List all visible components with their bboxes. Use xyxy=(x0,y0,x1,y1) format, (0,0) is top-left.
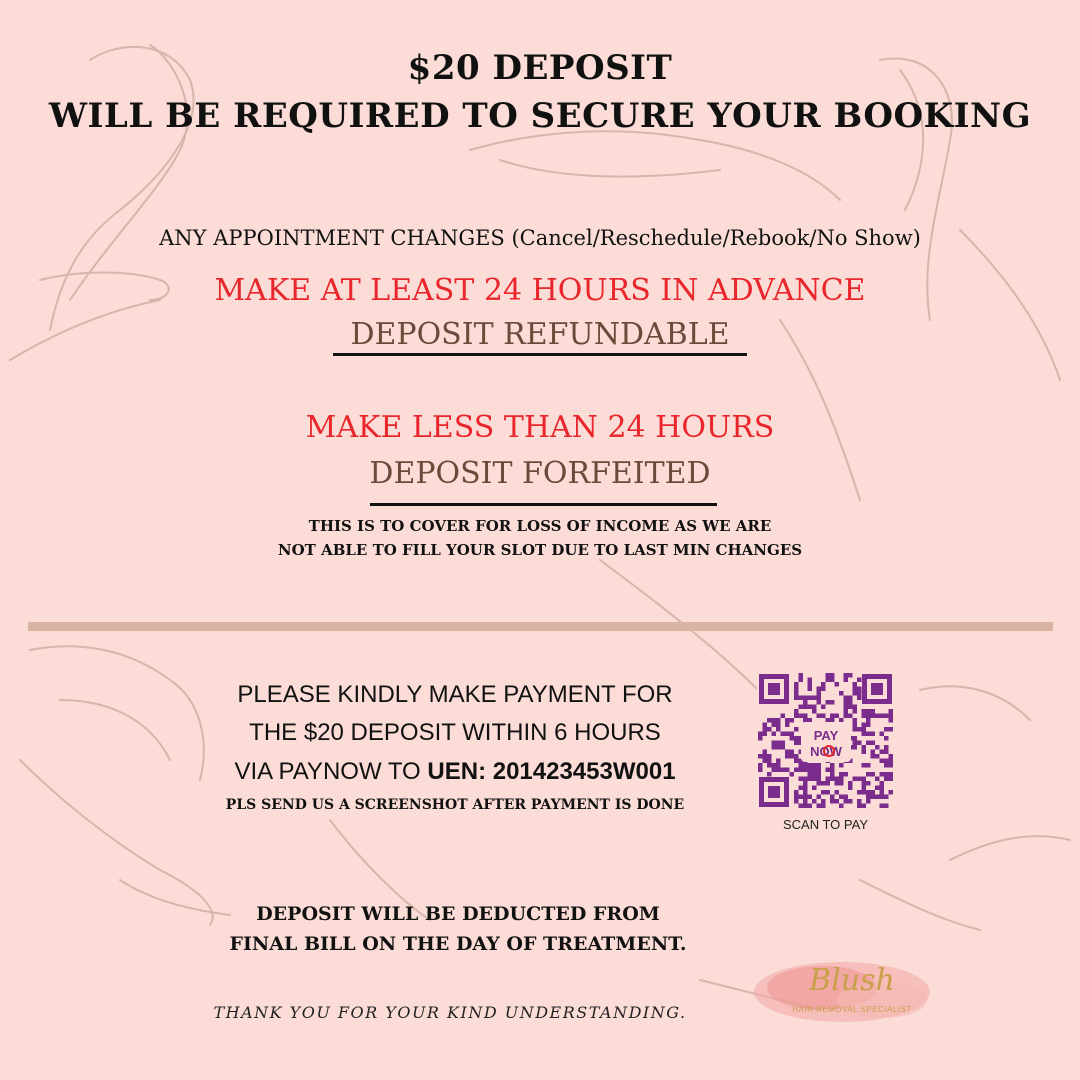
paynow-prefix: VIA PAYNOW TO xyxy=(234,758,428,785)
deduction-line2: FINAL BILL ON THE DAY OF TREATMENT. xyxy=(229,933,687,955)
screenshot-note: PLS SEND US A SCREENSHOT AFTER PAYMENT IS DONE xyxy=(225,797,685,813)
deposit-amount-heading: $20 DEPOSIT xyxy=(407,48,673,88)
forfeit-reason-line2: NOT ABLE TO FILL YOUR SLOT DUE TO LAST MIN CHANGES xyxy=(277,541,803,559)
late-notice-heading: MAKE LESS THAN 24 HOURS xyxy=(305,410,775,445)
deposit-forfeited-text: DEPOSIT FORFEITED xyxy=(369,456,711,491)
thank-you-note: THANK YOU FOR YOUR KIND UNDERSTANDING. xyxy=(213,1003,687,1022)
qr-code-graphic xyxy=(757,672,894,809)
forfeited-underline xyxy=(370,503,717,506)
booking-requirement-heading: WILL BE REQUIRED TO SECURE YOUR BOOKING xyxy=(48,96,1032,136)
uen-number: UEN: 201423453W001 xyxy=(427,758,676,785)
scan-to-pay-label: SCAN TO PAY xyxy=(782,817,868,832)
refundable-underline xyxy=(333,353,747,356)
payment-instruction-line1: PLEASE KINDLY MAKE PAYMENT FOR xyxy=(237,681,673,708)
payment-instruction-line2: THE $20 DEPOSIT WITHIN 6 HOURS xyxy=(249,719,661,746)
deposit-refundable-text: DEPOSIT REFUNDABLE xyxy=(350,317,730,352)
qr-pay-label: PAY xyxy=(813,728,839,743)
section-divider xyxy=(28,622,1053,631)
appointment-changes-text: ANY APPOINTMENT CHANGES (Cancel/Reschedule/Rebook/No Show) xyxy=(159,226,921,250)
advance-notice-heading: MAKE AT LEAST 24 HOURS IN ADVANCE xyxy=(214,273,866,308)
brand-tagline: HAIR REMOVAL SPECIALIST xyxy=(792,1005,912,1014)
forfeit-reason-line1: THIS IS TO COVER FOR LOSS OF INCOME AS WE ARE xyxy=(308,517,772,535)
logo-watercolor-splash xyxy=(752,950,952,1035)
qr-now-label: NOW xyxy=(810,744,842,759)
paynow-qr-code[interactable] xyxy=(757,672,894,809)
payment-instruction-line3 xyxy=(195,758,715,786)
deduction-line1: DEPOSIT WILL BE DEDUCTED FROM xyxy=(256,903,660,925)
blush-logo xyxy=(752,950,952,1035)
brand-name: Blush xyxy=(809,963,895,998)
